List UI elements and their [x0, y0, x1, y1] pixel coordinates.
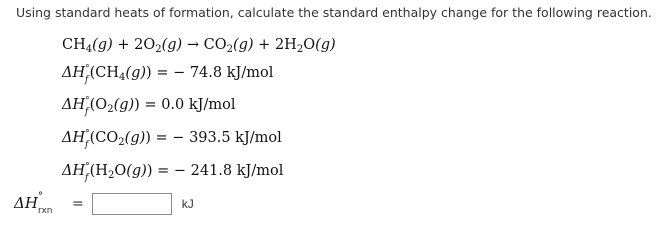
hf-ch4-line: ΔH° f $(CH_4(g))$ = − 74.8 kJ/mol [62, 64, 274, 85]
hf-h2o-line: ΔH° f $(H_2O(g))$ = − 241.8 kJ/mol [62, 162, 284, 183]
question-text: Using standard heats of formation, calculate the standard enthalpy change for the following reaction. [16, 5, 652, 20]
hf-co2-line: ΔH° f $(CO_2(g))$ = − 393.5 kJ/mol [62, 129, 282, 150]
answer-row [14, 192, 194, 216]
unit-label: kJ [181, 197, 194, 211]
reaction-equation: $CH_4(g) + 2O_2(g) \to CO_2(g) + 2H_2O(g)$ [62, 37, 336, 55]
equals-sign: = [72, 196, 84, 212]
hf-o2-line: ΔH° f $(O_2(g)) = 0.0$ kJ/mol [62, 96, 236, 117]
delta-h-rxn-label: ΔH ° rxn [14, 191, 53, 216]
answer-input[interactable] [92, 193, 172, 215]
